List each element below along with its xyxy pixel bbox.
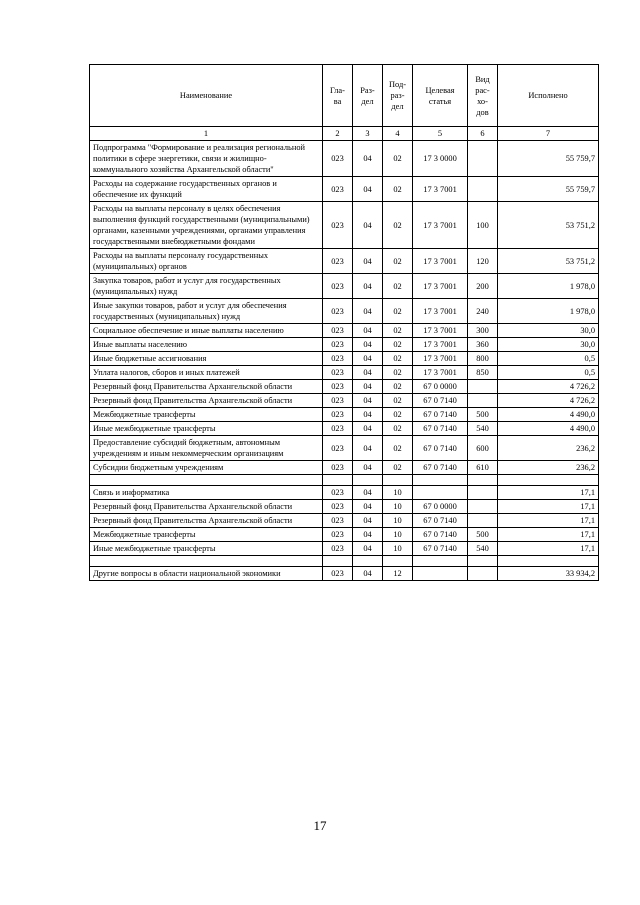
cell-glava: 023: [323, 299, 353, 324]
cell-vid: 100: [468, 202, 498, 249]
cell-name: Социальное обеспечение и иные выплаты населению: [90, 324, 323, 338]
cell-razdel: 04: [353, 514, 383, 528]
cell-vid: 540: [468, 542, 498, 556]
cell-celevaya: 67 0 7140: [413, 394, 468, 408]
cell-podrazdel: 02: [383, 338, 413, 352]
cell-celevaya: 67 0 0000: [413, 500, 468, 514]
table-row: [90, 408, 599, 422]
cell-name: Иные закупки товаров, работ и услуг для обеспечения государственных (муниципальных) нужд: [90, 299, 323, 324]
spacer-cell: [90, 556, 323, 567]
cell-name: Закупка товаров, работ и услуг для государственных (муниципальных) нужд: [90, 274, 323, 299]
cell-ispolneno: 55 759,7: [498, 141, 599, 177]
cell-vid: [468, 177, 498, 202]
table-row: [90, 567, 599, 581]
cell-razdel: 04: [353, 408, 383, 422]
cell-podrazdel: 02: [383, 177, 413, 202]
cell-vid: [468, 380, 498, 394]
cell-razdel: 04: [353, 528, 383, 542]
cell-ispolneno: 17,1: [498, 528, 599, 542]
header-celevaya: [413, 65, 468, 127]
cell-podrazdel: 02: [383, 380, 413, 394]
cell-vid: 800: [468, 352, 498, 366]
spacer-cell: [323, 556, 353, 567]
cell-celevaya: 17 3 7001: [413, 366, 468, 380]
spacer-cell: [383, 475, 413, 486]
cell-razdel: 04: [353, 542, 383, 556]
table-row: [90, 338, 599, 352]
header-row: [90, 65, 599, 127]
table-row: [90, 274, 599, 299]
spacer-row: [90, 475, 599, 486]
spacer-cell: [90, 475, 323, 486]
column-number: 5: [413, 127, 468, 141]
cell-vid: 500: [468, 528, 498, 542]
cell-ispolneno: 0,5: [498, 366, 599, 380]
cell-name: Расходы на выплаты персоналу государственных (муниципальных) органов: [90, 249, 323, 274]
cell-podrazdel: 02: [383, 394, 413, 408]
table-row: [90, 299, 599, 324]
cell-razdel: 04: [353, 436, 383, 461]
cell-glava: 023: [323, 274, 353, 299]
cell-podrazdel: 10: [383, 514, 413, 528]
cell-razdel: 04: [353, 299, 383, 324]
cell-celevaya: 17 3 7001: [413, 352, 468, 366]
cell-name: Иные межбюджетные трансферты: [90, 542, 323, 556]
cell-ispolneno: 53 751,2: [498, 249, 599, 274]
cell-ispolneno: 1 978,0: [498, 299, 599, 324]
cell-ispolneno: 17,1: [498, 542, 599, 556]
cell-glava: 023: [323, 528, 353, 542]
cell-vid: 540: [468, 422, 498, 436]
cell-vid: [468, 141, 498, 177]
column-number: 4: [383, 127, 413, 141]
cell-name: Межбюджетные трансферты: [90, 528, 323, 542]
cell-glava: 023: [323, 352, 353, 366]
cell-glava: 023: [323, 567, 353, 581]
cell-razdel: 04: [353, 274, 383, 299]
cell-podrazdel: 10: [383, 486, 413, 500]
cell-ispolneno: 53 751,2: [498, 202, 599, 249]
header-podrazdel: [383, 65, 413, 127]
cell-podrazdel: 02: [383, 141, 413, 177]
cell-podrazdel: 10: [383, 528, 413, 542]
cell-celevaya: 17 3 7001: [413, 274, 468, 299]
table-row: [90, 394, 599, 408]
cell-name: Подпрограмма "Формирование и реализация региональной политики в сфере энергетики, связи и жилищно-коммунального хозяйства Архангельской области": [90, 141, 323, 177]
table-row: [90, 352, 599, 366]
cell-ispolneno: 236,2: [498, 436, 599, 461]
cell-name: Расходы на содержание государственных органов и обеспечение их функций: [90, 177, 323, 202]
cell-celevaya: 67 0 7140: [413, 528, 468, 542]
cell-vid: [468, 567, 498, 581]
cell-glava: 023: [323, 202, 353, 249]
cell-razdel: 04: [353, 202, 383, 249]
cell-vid: 850: [468, 366, 498, 380]
cell-glava: 023: [323, 408, 353, 422]
table-row: [90, 486, 599, 500]
spacer-row: [90, 556, 599, 567]
header-celevaya-text: Целевая статья: [425, 85, 455, 106]
cell-podrazdel: 02: [383, 461, 413, 475]
cell-celevaya: 67 0 7140: [413, 422, 468, 436]
cell-ispolneno: 236,2: [498, 461, 599, 475]
table-row: [90, 249, 599, 274]
cell-ispolneno: 30,0: [498, 338, 599, 352]
cell-celevaya: 67 0 7140: [413, 542, 468, 556]
cell-podrazdel: 02: [383, 366, 413, 380]
table-row: [90, 366, 599, 380]
table-row: [90, 380, 599, 394]
cell-name: Иные бюджетные ассигнования: [90, 352, 323, 366]
cell-celevaya: 67 0 7140: [413, 514, 468, 528]
cell-vid: 360: [468, 338, 498, 352]
spacer-cell: [413, 475, 468, 486]
cell-celevaya: 17 3 0000: [413, 141, 468, 177]
cell-glava: 023: [323, 436, 353, 461]
cell-podrazdel: 12: [383, 567, 413, 581]
cell-razdel: 04: [353, 486, 383, 500]
cell-name: Расходы на выплаты персоналу в целях обеспечения выполнения функций государственными (муниципальными) органами, казенными учреждениями, органами управления государственными внебюджетными фондами: [90, 202, 323, 249]
header-name: Наименование: [90, 65, 323, 127]
cell-vid: 300: [468, 324, 498, 338]
cell-razdel: 04: [353, 380, 383, 394]
cell-glava: 023: [323, 249, 353, 274]
cell-razdel: 04: [353, 338, 383, 352]
cell-vid: 500: [468, 408, 498, 422]
cell-vid: 600: [468, 436, 498, 461]
cell-name: Резервный фонд Правительства Архангельской области: [90, 380, 323, 394]
cell-celevaya: 17 3 7001: [413, 249, 468, 274]
cell-glava: 023: [323, 486, 353, 500]
cell-vid: 120: [468, 249, 498, 274]
cell-podrazdel: 02: [383, 408, 413, 422]
cell-glava: 023: [323, 394, 353, 408]
cell-ispolneno: 30,0: [498, 324, 599, 338]
budget-table: [89, 64, 599, 581]
cell-glava: 023: [323, 177, 353, 202]
cell-razdel: 04: [353, 394, 383, 408]
cell-glava: 023: [323, 500, 353, 514]
cell-podrazdel: 02: [383, 436, 413, 461]
cell-vid: [468, 486, 498, 500]
cell-glava: 023: [323, 141, 353, 177]
table-row: [90, 324, 599, 338]
cell-podrazdel: 10: [383, 542, 413, 556]
cell-podrazdel: 02: [383, 202, 413, 249]
cell-celevaya: 17 3 7001: [413, 177, 468, 202]
cell-celevaya: 67 0 7140: [413, 436, 468, 461]
cell-glava: 023: [323, 461, 353, 475]
cell-ispolneno: 1 978,0: [498, 274, 599, 299]
column-number: 7: [498, 127, 599, 141]
cell-ispolneno: 4 490,0: [498, 422, 599, 436]
cell-name: Резервный фонд Правительства Архангельской области: [90, 394, 323, 408]
spacer-cell: [323, 475, 353, 486]
cell-razdel: 04: [353, 352, 383, 366]
table-row: [90, 542, 599, 556]
cell-podrazdel: 02: [383, 249, 413, 274]
cell-podrazdel: 02: [383, 324, 413, 338]
cell-celevaya: 17 3 7001: [413, 299, 468, 324]
cell-podrazdel: 02: [383, 422, 413, 436]
cell-celevaya: 17 3 7001: [413, 324, 468, 338]
column-number: 3: [353, 127, 383, 141]
cell-ispolneno: 0,5: [498, 352, 599, 366]
cell-name: Связь и информатика: [90, 486, 323, 500]
header-ispolneno: Исполнено: [498, 65, 599, 127]
cell-name: Предоставление субсидий бюджетным, автономным учреждениям и иным некоммерческим организациям: [90, 436, 323, 461]
cell-razdel: 04: [353, 366, 383, 380]
cell-ispolneno: 17,1: [498, 500, 599, 514]
cell-glava: 023: [323, 366, 353, 380]
cell-vid: [468, 500, 498, 514]
column-number: 1: [90, 127, 323, 141]
cell-razdel: 04: [353, 177, 383, 202]
spacer-cell: [498, 475, 599, 486]
cell-vid: 200: [468, 274, 498, 299]
cell-name: Иные выплаты населению: [90, 338, 323, 352]
spacer-cell: [498, 556, 599, 567]
cell-podrazdel: 02: [383, 352, 413, 366]
header-razdel: [353, 65, 383, 127]
header-glava: [323, 65, 353, 127]
cell-podrazdel: 02: [383, 274, 413, 299]
cell-podrazdel: 10: [383, 500, 413, 514]
header-glava-text: Гла- ва: [330, 85, 345, 106]
table-body: [90, 141, 599, 581]
cell-glava: 023: [323, 380, 353, 394]
cell-ispolneno: 4 726,2: [498, 394, 599, 408]
cell-celevaya: 67 0 7140: [413, 408, 468, 422]
header-razdel-text: Раз- дел: [360, 85, 375, 106]
cell-razdel: 04: [353, 141, 383, 177]
cell-razdel: 04: [353, 500, 383, 514]
cell-glava: 023: [323, 542, 353, 556]
spacer-cell: [353, 556, 383, 567]
cell-ispolneno: 55 759,7: [498, 177, 599, 202]
cell-celevaya: 17 3 7001: [413, 202, 468, 249]
cell-ispolneno: 4 726,2: [498, 380, 599, 394]
spacer-cell: [413, 556, 468, 567]
cell-vid: [468, 394, 498, 408]
cell-name: Субсидии бюджетным учреждениям: [90, 461, 323, 475]
header-vid: [468, 65, 498, 127]
header-vid-text: Вид рас- хо- дов: [475, 74, 490, 117]
cell-razdel: 04: [353, 567, 383, 581]
cell-razdel: 04: [353, 249, 383, 274]
cell-vid: [468, 514, 498, 528]
header-podrazdel-text: Под- раз- дел: [388, 80, 407, 111]
cell-celevaya: [413, 567, 468, 581]
cell-name: Иные межбюджетные трансферты: [90, 422, 323, 436]
table-row: [90, 141, 599, 177]
table-row: [90, 500, 599, 514]
spacer-cell: [468, 556, 498, 567]
cell-ispolneno: 17,1: [498, 486, 599, 500]
table-row: [90, 528, 599, 542]
spacer-cell: [383, 556, 413, 567]
cell-razdel: 04: [353, 324, 383, 338]
column-number-row: [90, 127, 599, 141]
cell-name: Другие вопросы в области национальной экономики: [90, 567, 323, 581]
cell-glava: 023: [323, 422, 353, 436]
cell-podrazdel: 02: [383, 299, 413, 324]
table-row: [90, 177, 599, 202]
cell-name: Межбюджетные трансферты: [90, 408, 323, 422]
cell-glava: 023: [323, 514, 353, 528]
column-number: 2: [323, 127, 353, 141]
cell-name: Резервный фонд Правительства Архангельской области: [90, 514, 323, 528]
table-row: [90, 514, 599, 528]
cell-celevaya: 67 0 7140: [413, 461, 468, 475]
table-row: [90, 461, 599, 475]
cell-glava: 023: [323, 338, 353, 352]
table-row: [90, 422, 599, 436]
cell-razdel: 04: [353, 461, 383, 475]
cell-razdel: 04: [353, 422, 383, 436]
column-number: 6: [468, 127, 498, 141]
cell-celevaya: [413, 486, 468, 500]
cell-vid: 610: [468, 461, 498, 475]
cell-vid: 240: [468, 299, 498, 324]
table-row: [90, 202, 599, 249]
cell-name: Уплата налогов, сборов и иных платежей: [90, 366, 323, 380]
spacer-cell: [468, 475, 498, 486]
cell-ispolneno: 33 934,2: [498, 567, 599, 581]
cell-celevaya: 67 0 0000: [413, 380, 468, 394]
page-number: 17: [313, 818, 327, 833]
cell-celevaya: 17 3 7001: [413, 338, 468, 352]
spacer-cell: [353, 475, 383, 486]
cell-name: Резервный фонд Правительства Архангельской области: [90, 500, 323, 514]
cell-glava: 023: [323, 324, 353, 338]
cell-ispolneno: 17,1: [498, 514, 599, 528]
cell-ispolneno: 4 490,0: [498, 408, 599, 422]
table-row: [90, 436, 599, 461]
